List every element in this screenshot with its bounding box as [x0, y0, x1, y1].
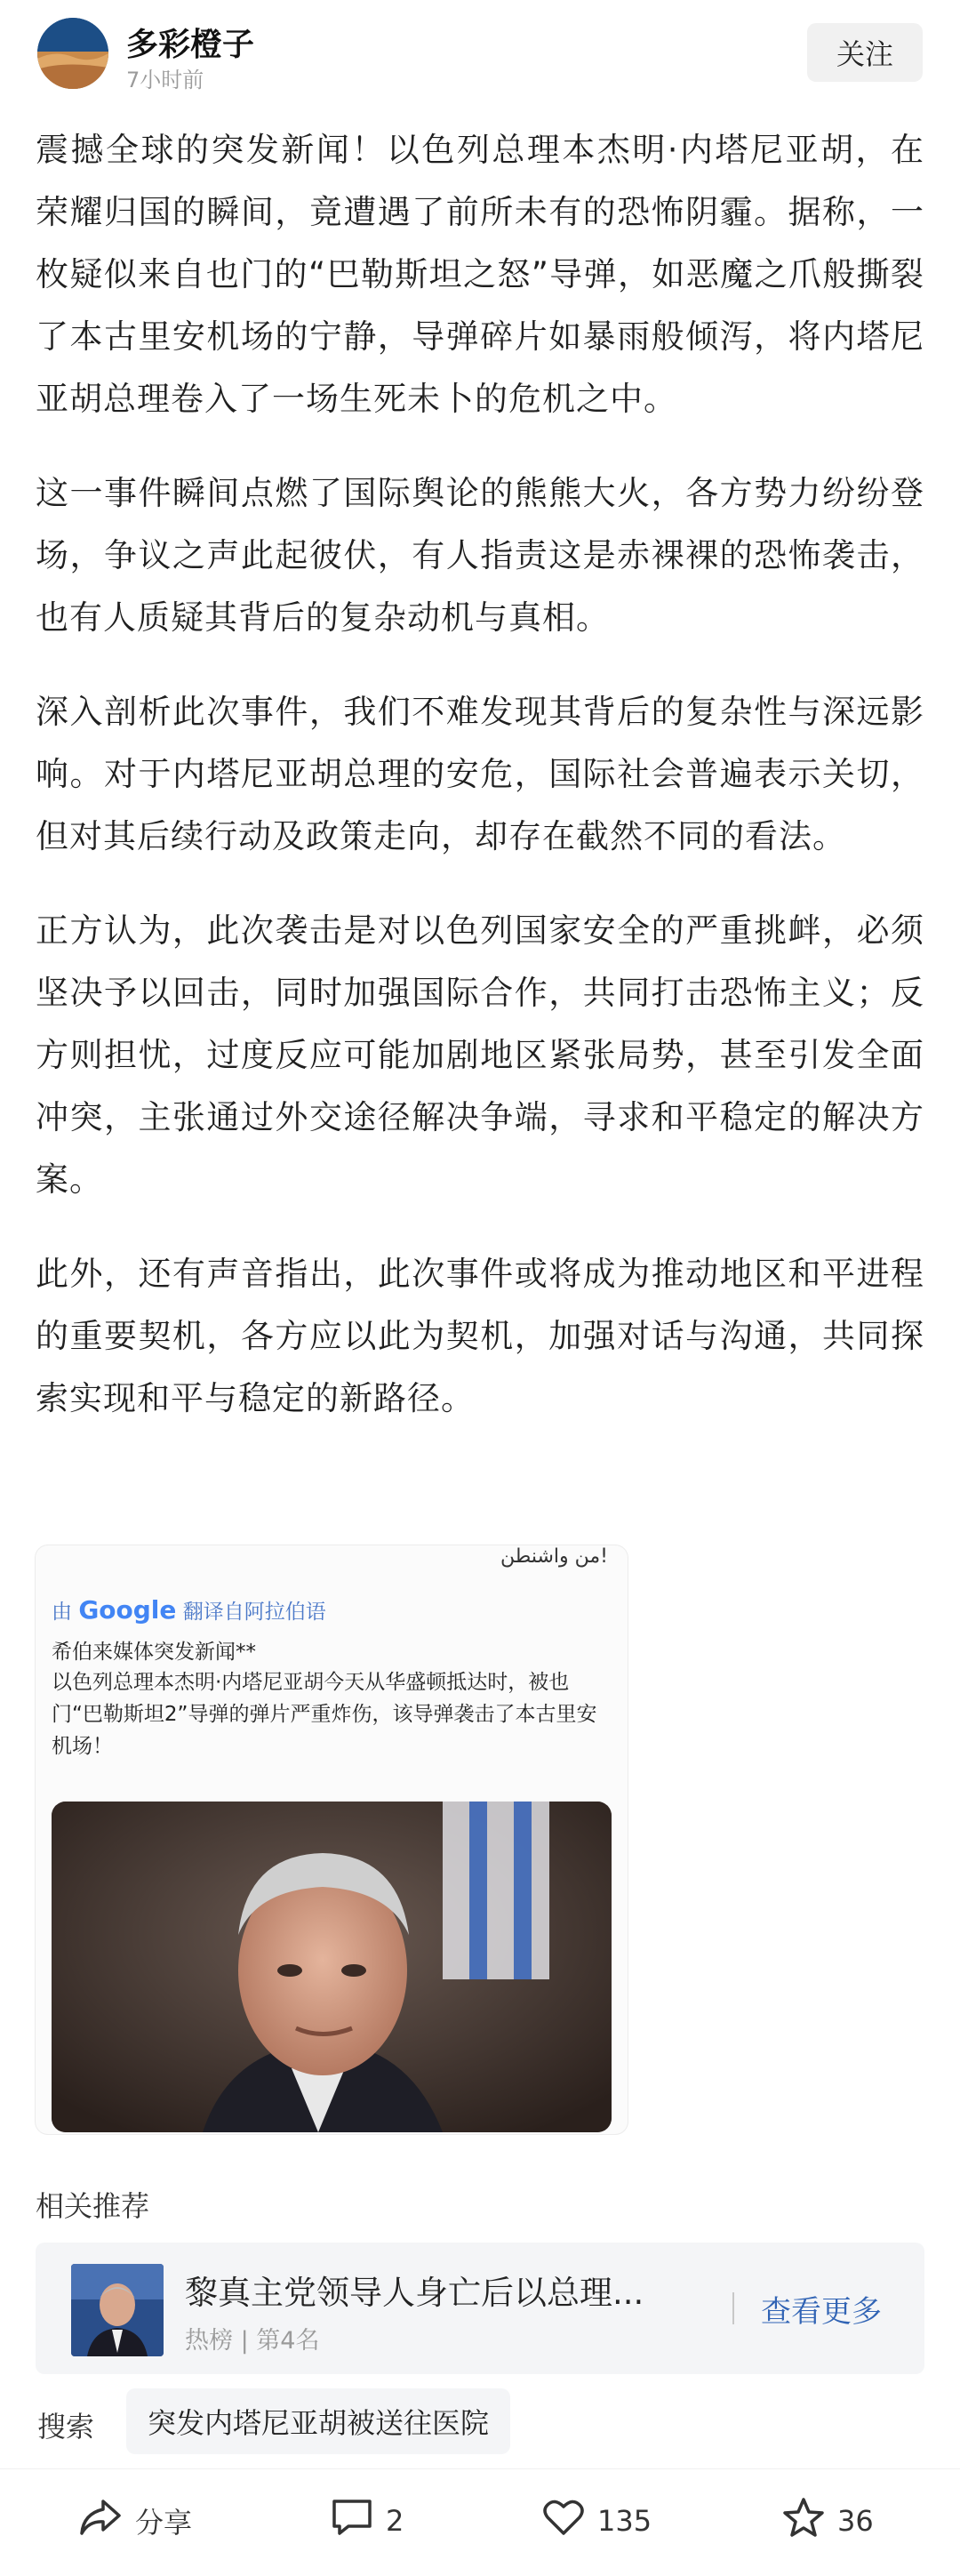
article-paragraph: 深入剖析此次事件，我们不难发现其背后的复杂性与深远影响。对于内塔尼亚胡总理的安危，国际社会普遍表示关切，但对其后续行动及政策走向，却存在截然不同的看法。	[36, 693, 924, 855]
embed-translate-suffix: 翻译自阿拉伯语	[182, 1601, 326, 1624]
search-suggestion-chip[interactable]: 突发内塔尼亚胡被送往医院	[126, 2388, 510, 2454]
action-bar	[0, 2468, 960, 2576]
embed-translate-prefix: 由	[52, 1601, 72, 1624]
comment-icon	[331, 2498, 386, 2544]
related-headline[interactable]: 黎真主党领导人身亡后以总理...	[185, 2274, 644, 2312]
embed-arabic-text: من واشنطن!	[500, 1545, 608, 1568]
article-paragraph: 震撼全球的突发新闻！以色列总理本杰明·内塔尼亚胡，在荣耀归国的瞬间，竟遭遇了前所未有的恐怖阴霾。据称，一枚疑似来自也门的“巴勒斯坦之怒”导弹，如恶魔之爪般撕裂了本古里安机场的宁静，导弹碎片如暴雨般倾泻，将内塔尼亚胡总理卷入了一场生死未卜的危机之中。	[36, 131, 924, 418]
star-icon	[782, 2497, 837, 2545]
comment-button[interactable]	[331, 2496, 404, 2546]
follow-button[interactable]: 关注	[807, 23, 923, 82]
google-logo: Google	[78, 1595, 177, 1625]
article-paragraph: 正方认为，此次袭击是对以色列国家安全的严重挑衅，必须坚决予以回击，同时加强国际合作，共同打击恐怖主义；反方则担忧，过度反应可能加剧地区紧张局势，甚至引发全面冲突，主张通过外交途径解决争端，寻求和平稳定的解决方案。	[36, 911, 924, 1199]
author-name[interactable]: 多彩橙子	[126, 27, 255, 63]
embedded-screenshot[interactable]	[36, 1545, 628, 2134]
article-body	[36, 119, 924, 1462]
related-thumbnail	[71, 2264, 164, 2356]
article-paragraph: 此外，还有声音指出，此次事件或将成为推动地区和平进程的重要契机，各方应以此为契机，加强对话与沟通，共同探索实现和平与稳定的新路径。	[36, 1255, 924, 1417]
heart-icon	[542, 2498, 597, 2544]
share-button[interactable]	[78, 2496, 192, 2546]
post-header	[0, 0, 960, 107]
share-icon	[78, 2498, 135, 2544]
like-button[interactable]	[542, 2496, 652, 2546]
divider	[732, 2292, 734, 2324]
favorite-count: 36	[837, 2504, 874, 2538]
author-avatar[interactable]	[37, 18, 108, 89]
search-label: 搜索	[37, 2410, 95, 2444]
related-card[interactable]	[36, 2243, 924, 2374]
like-count: 135	[597, 2504, 652, 2538]
related-section-title: 相关推荐	[36, 2189, 150, 2223]
post-time: 7小时前	[126, 68, 204, 92]
article-paragraph: 这一事件瞬间点燃了国际舆论的熊熊大火，各方势力纷纷登场，争议之声此起彼伏，有人指责这是赤裸裸的恐怖袭击，也有人质疑其背后的复杂动机与真相。	[36, 474, 924, 637]
embed-translate-line	[52, 1595, 326, 1625]
related-meta: 热榜 | 第4名	[185, 2327, 320, 2355]
view-more-link[interactable]: 查看更多	[761, 2294, 882, 2330]
portrait-photo	[52, 1802, 612, 2132]
embed-body: 以色列总理本杰明·内塔尼亚胡今天从华盛顿抵达时，被也门“巴勒斯坦2”导弹的弹片严重炸伤，该导弹袭击了本古里安机场！	[52, 1671, 597, 1758]
share-label: 分享	[135, 2506, 193, 2540]
favorite-button[interactable]	[782, 2496, 874, 2546]
embed-headline: 希伯来媒体突发新闻**	[52, 1641, 256, 1664]
comment-count: 2	[386, 2504, 404, 2538]
